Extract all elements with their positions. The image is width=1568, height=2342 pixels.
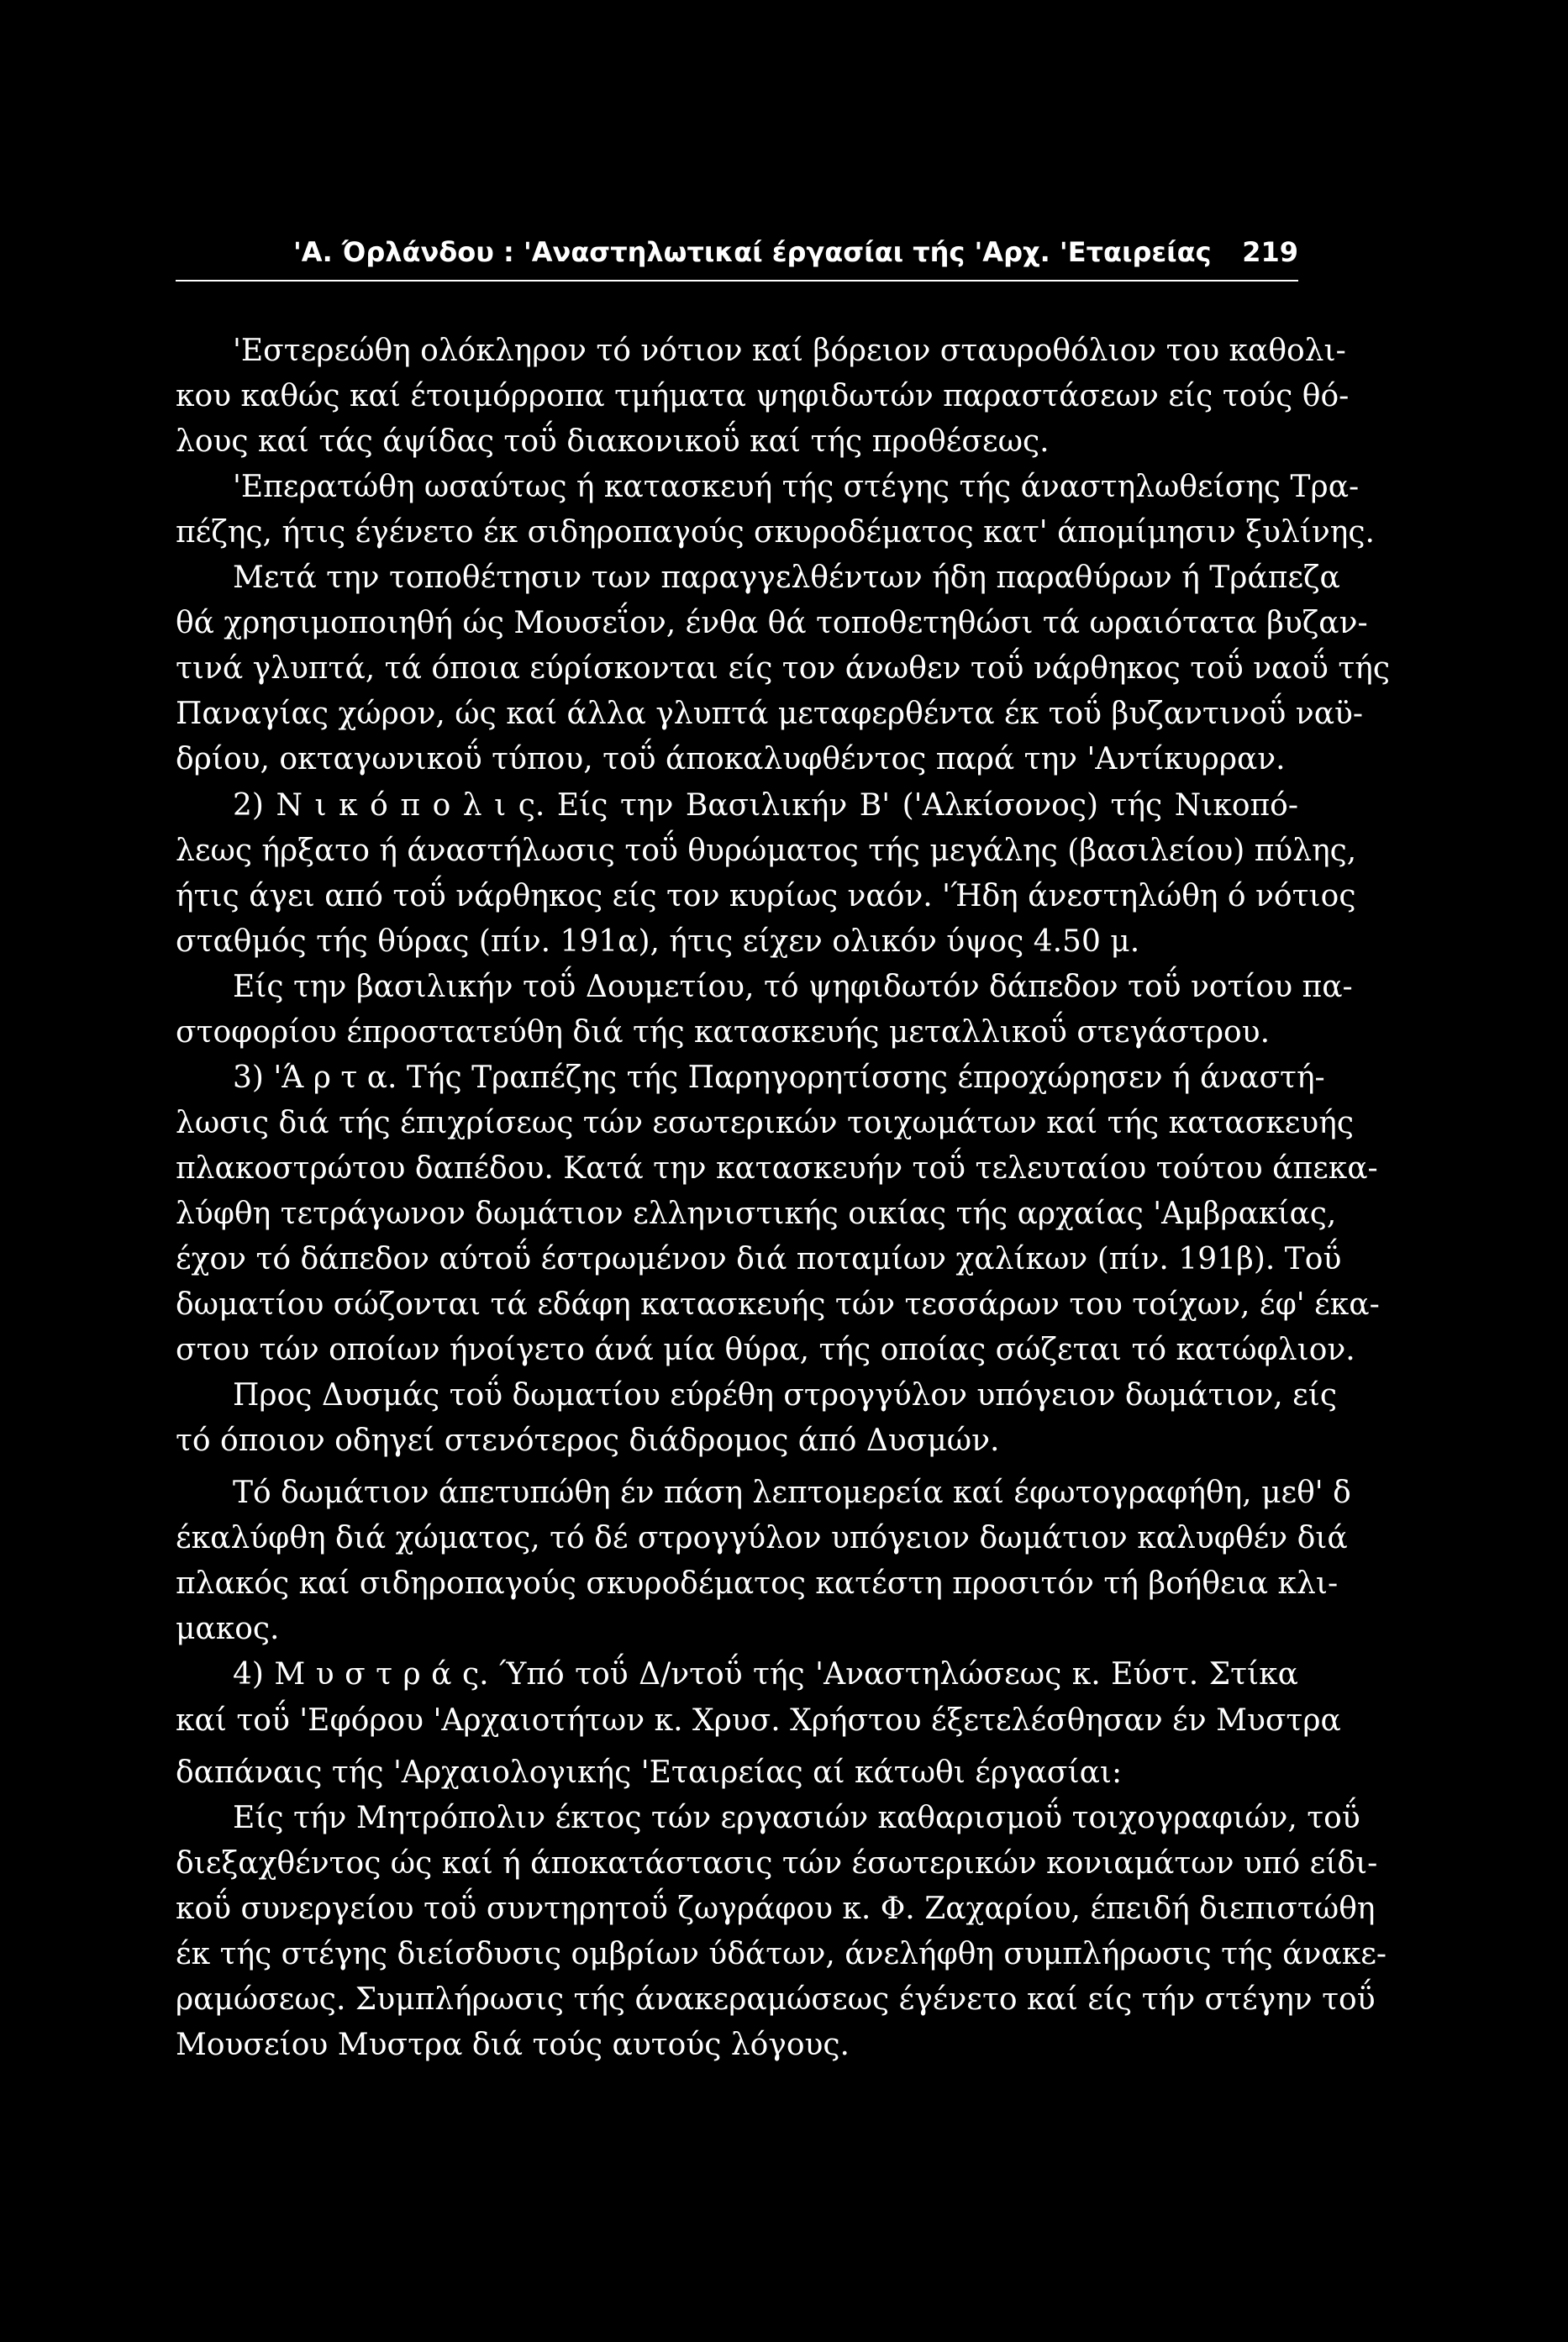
text-line: καί τοΰ 'Εφόρου 'Αρχαιοτήτων κ. Χρυσ. Χρήστου έξετελέσθησαν έν Μυστρα (176, 1703, 1341, 1738)
text-line: Είς την βασιλικήν τοΰ Δουμετίου, τό ψηφιδωτόν δάπεδον τοΰ νοτίου πα- (233, 969, 1353, 1004)
text-line: πλακός καί σιδηροπαγούς σκυροδέματος κατέστη προσιτόν τή βοήθεια κλι- (176, 1566, 1339, 1602)
text-line: στου τών οποίων ήνοίγετο άνά μία θύρα, τής οποίας σώζεται τό κατώφλιον. (176, 1333, 1355, 1368)
text-line: Προς Δυσμάς τοΰ δωματίου εύρέθη στρογγύλον υπόγειον δωμάτιον, είς (233, 1378, 1338, 1413)
page-number: 219 (1242, 236, 1298, 268)
book-page (176, 0, 1390, 2342)
text-line: Μετά την τοποθέτησιν των παραγγελθέντων ήδη παραθύρων ή Τράπεζα (233, 561, 1340, 596)
text-line: τό όποιον οδηγεί στενότερος διάδρομος άπό Δυσμών. (176, 1424, 1000, 1459)
text-line: έκαλύφθη διά χώματος, τό δέ στρογγύλον υπόγειον δωμάτιον καλυφθέν διά (176, 1521, 1348, 1556)
text-line: κοΰ συνεργείου τοΰ συντηρητοΰ ζωγράφου κ. Φ. Ζαχαρίου, έπειδή διεπιστώθη (176, 1891, 1376, 1926)
text-line: λεως ήρξατο ή άναστήλωσις τοΰ θυρώματος τής μεγάλης (βασιλείου) πύλης, (176, 833, 1357, 868)
text-line: δωματίου σώζονται τά εδάφη κατασκευής τών τεσσάρων του τοίχων, έφ' έκα- (176, 1287, 1380, 1323)
text-line: 4) Μ υ σ τ ρ ά ς. Ύπό τοΰ Δ/ντοΰ τής 'Αναστηλώσεως κ. Εύστ. Στίκα (233, 1657, 1298, 1692)
text-line: 'Επερατώθη ωσαύτως ή κατασκευή τής στέγης τής άναστηλωθείσης Τρα- (233, 470, 1360, 505)
text-line: δαπάναις τής 'Αρχαιολογικής 'Εταιρείας αί κάτωθι έργασίαι: (176, 1755, 1123, 1790)
text-line: μακος. (176, 1612, 280, 1647)
text-line: ήτις άγει από τοΰ νάρθηκος είς τον κυρίως ναόν. 'Ήδη άνεστηλώθη ό νότιος (176, 878, 1356, 913)
text-line: λωσις διά τής έπιχρίσεως τών εσωτερικών τοιχωμάτων καί τής κατασκευής (176, 1105, 1355, 1140)
text-line: τινά γλυπτά, τά όποια εύρίσκονται είς τον άνωθεν τοΰ νάρθηκος τοΰ ναοΰ τής (176, 651, 1390, 687)
text-line: κου καθώς καί έτοιμόρροπα τμήματα ψηφιδωτών παραστάσεων είς τούς θό- (176, 379, 1350, 414)
text-line: 3) 'Ά ρ τ α. Τής Τραπέζης τής Παρηγορητίσσης έπροχώρησεν ή άναστή- (233, 1060, 1325, 1095)
text-line: διεξαχθέντος ώς καί ή άποκατάστασις τών έσωτερικών κονιαμάτων υπό είδι- (176, 1845, 1378, 1881)
text-line: έχον τό δάπεδον αύτοΰ έστρωμένον διά ποταμίων χαλίκων (πίν. 191β). Τοΰ (176, 1242, 1342, 1276)
running-title: 'Α. Όρλάνδου : 'Αναστηλωτικαί έργασίαι τής 'Αρχ. 'Εταιρείας (293, 236, 1212, 268)
text-line: πέζης, ήτις έγένετο έκ σιδηροπαγούς σκυροδέματος κατ' άπομίμησιν ξυλίνης. (176, 515, 1375, 550)
text-line: στοφορίου έπροστατεύθη διά τής κατασκευής μεταλλικοΰ στεγάστρου. (176, 1014, 1271, 1050)
text-line: λους καί τάς άψίδας τοΰ διακονικοΰ καί τής προθέσεως. (176, 424, 1050, 460)
text-line: σταθμός τής θύρας (πίν. 191α), ήτις είχεν ολικόν ύψος 4.50 μ. (176, 924, 1140, 959)
text-line: έκ τής στέγης διείσδυσις ομβρίων ύδάτων, άνελήφθη συμπλήρωσις τής άνακε- (176, 1936, 1387, 1971)
header-rule (176, 280, 1298, 282)
text-line: ραμώσεως. Συμπλήρωσις τής άνακεραμώσεως έγένετο καί είς τήν στέγην τοΰ (176, 1981, 1376, 2017)
text-line: Είς τήν Μητρόπολιν έκτος τών εργασιών καθαρισμοΰ τοιχογραφιών, τοΰ (233, 1800, 1360, 1835)
text-line: δρίου, οκταγωνικοΰ τύπου, τοΰ άποκαλυφθέντος παρά την 'Αντίκυρραν. (176, 742, 1286, 777)
text-line: λύφθη τετράγωνον δωμάτιον ελληνιστικής οικίας τής αρχαίας 'Αμβρακίας, (176, 1196, 1337, 1231)
text-line: 'Εστερεώθη ολόκληρον τό νότιον καί βόρειον σταυροθόλιον του καθολι- (233, 334, 1346, 368)
text-line: 2) Ν ι κ ό π ο λ ι ς. Είς την Βασιλικήν Β' ('Αλκίσονος) τής Νικοπό- (233, 787, 1298, 823)
text-line: Τό δωμάτιον άπετυπώθη έν πάση λεπτομερεία καί έφωτογραφήθη, μεθ' δ (233, 1476, 1351, 1511)
text-line: θά χρησιμοποιηθή ώς Μουσεΐον, ένθα θά τοποθετηθώσι τά ωραιότατα βυζαν- (176, 606, 1368, 641)
running-header (176, 230, 1298, 274)
text-line: πλακοστρώτου δαπέδου. Κατά την κατασκευήν τοΰ τελευταίου τούτου άπεκα- (176, 1150, 1378, 1186)
text-line: Μουσείου Μυστρα διά τούς αυτούς λόγους. (176, 2027, 850, 2062)
text-line: Παναγίας χώρον, ώς καί άλλα γλυπτά μεταφερθέντα έκ τοΰ βυζαντινοΰ ναϋ- (176, 697, 1364, 732)
